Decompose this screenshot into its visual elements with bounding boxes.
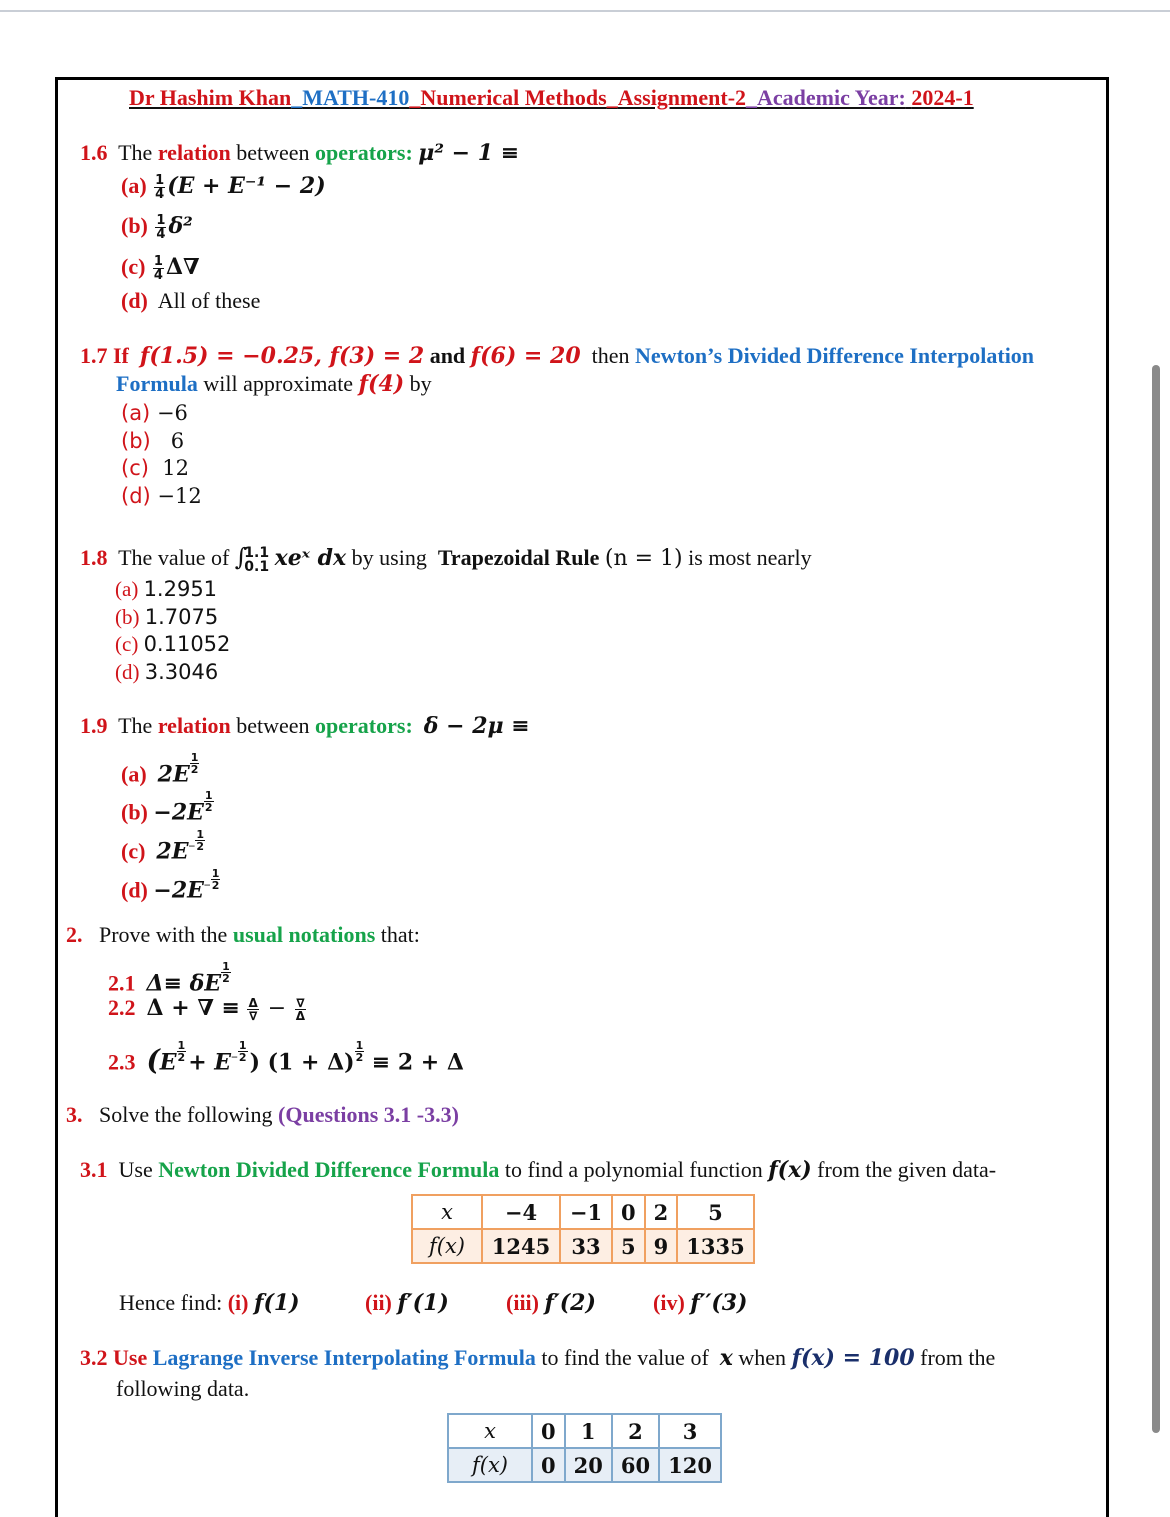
table-cell: x [448,1414,532,1448]
q32-number: 3.2 Use [80,1345,148,1370]
q2-1-expression: Δ≡ δE [146,970,222,997]
q2-3-expr-b: + E [188,1049,232,1076]
table-cell: 9 [645,1229,678,1263]
q17-condition: f(1.5) = −0.25, f(3) = 2 [139,343,425,369]
q31-part-iv [653,1290,747,1316]
table-cell: 5 [612,1229,645,1263]
q17-number: 1.7 If [80,343,129,368]
q19-text-a: 2E [157,761,190,788]
q17-fx: f(4) [358,371,405,397]
question-1-7 [80,343,1034,369]
q16-operators: operators: [315,140,413,165]
header-year: 2024-1 [911,85,974,110]
q31-part-ii [365,1290,449,1316]
q16-label-b: (b) [121,213,148,238]
q17-option-a [121,400,202,428]
table-cell: 0 [612,1195,645,1229]
q17-option-b [121,428,202,456]
q31-iv: (iv) [653,1290,685,1315]
q19-relation: relation [157,713,231,738]
q17-method: Newton’s Divided Difference Interpolation [635,343,1035,368]
q31-fx: f(x) [768,1157,812,1183]
q19-label-a: (a) [121,761,147,787]
q32-data-table [447,1413,722,1483]
table-cell: 0 [532,1414,565,1448]
q2-usual-notations: usual notations [232,922,376,947]
scrollbar[interactable] [1152,365,1160,1433]
q2-2-expression: Δ + ∇ ≡ [146,995,240,1021]
q17-options [121,400,202,510]
table-cell: f(x) [448,1448,532,1482]
q3-number: 3. [66,1102,83,1127]
q18-option-d [115,659,230,687]
q18-upper-limit: 1.1 [244,544,270,561]
q31-part-iii [506,1290,596,1316]
q18-label-d: (d) [115,659,140,684]
q18-option-c [115,631,230,659]
q3-range: (Questions 3.1 -3.3) [278,1102,459,1127]
q19-operators: operators: [315,713,413,738]
q16-text-d: All of these [157,288,261,313]
q31-ii-expr: f′(1) [397,1290,449,1316]
q19-number: 1.9 [80,713,108,738]
table-cell: −4 [482,1195,560,1229]
q16-expression: μ² − 1 ≡ [418,140,520,166]
table-row [448,1414,721,1448]
q16-relation: relation [157,140,231,165]
question-1-8 [80,543,812,574]
q17-by: by [409,371,432,396]
q17-label-a: (a) [121,401,151,425]
q17-method-2: Formula [116,371,198,396]
q18-label-c: (c) [115,632,139,656]
table-row [412,1229,754,1263]
question-3-2 [80,1345,995,1371]
header: Dr Hashim Khan_MATH-410_Numerical Methods_Assignment-2_Academic Year: 2024-1 [129,85,974,110]
q17-option-d [121,483,202,511]
table-cell: 2 [645,1195,678,1229]
q18-using: by using [351,545,427,570]
q2-3-expr-c: ) (1 + Δ) [249,1049,355,1076]
q31-hence-find [119,1290,300,1316]
q19-text-d: −2E [153,877,204,904]
q31-ii: (ii) [365,1290,392,1315]
table-cell: 20 [565,1448,612,1482]
q18-rule: Trapezoidal Rule [437,545,600,570]
q16-label-c: (c) [121,254,146,279]
q16-pre: The [118,140,153,165]
header-author: Dr Hashim Khan [129,85,292,110]
q2-pre: Prove with the [99,922,228,947]
q19-pre: The [118,713,153,738]
q16-option-b: (b) $\frac{1}{4}$ δ² [121,213,193,243]
q31-i-expr: f(1) [254,1290,300,1316]
header-course: MATH-410 [302,85,410,110]
q31-post: to find a polynomial function [504,1157,763,1182]
q19-text-c: 2E [156,838,189,865]
q2-3-expr-d: ≡ 2 + Δ [371,1049,464,1076]
q16-label-d: (d) [121,288,148,313]
q32-tail: from the [920,1345,996,1370]
question-1-7-line2 [116,371,432,397]
q16-option-d [121,288,260,314]
q31-iii: (iii) [506,1290,539,1315]
q17-text-a: −6 [156,401,188,425]
q2-part-1: 2.1 Δ≡ δE $\frac{1}{2}$ [108,960,230,997]
table-cell: 1 [565,1414,612,1448]
q18-text-d: 3.3046 [144,659,219,684]
table-cell: 1245 [482,1229,560,1263]
q31-method: Newton Divided Difference Formula [158,1157,500,1182]
q18-label-b: (b) [115,604,140,629]
q18-text-c: 0.11052 [143,632,231,656]
q17-label-b: (b) [121,428,151,453]
q2-post: that: [380,922,420,947]
q18-lower-limit: 0.1 [244,558,270,575]
header-year-label: Academic Year: [757,85,906,110]
q16-option-c: (c) $\frac{1}{4}$ Δ∇ [121,254,200,284]
q31-iv-expr: f′′(3) [690,1290,748,1316]
q17-text-c: 12 [162,456,190,480]
q19-option-d: (d) −2E− $\frac{1}{2}$ [121,867,220,904]
table-cell: 2 [612,1414,659,1448]
q16-between: between [236,140,310,165]
q19-label-c: (c) [121,838,146,864]
q31-tail: from the given data- [817,1157,997,1182]
q32-method: Lagrange Inverse Interpolating Formula [152,1345,536,1370]
q18-tail: is most nearly [688,545,812,570]
q17-option-c [121,455,202,483]
q32-line2: following data. [116,1376,250,1401]
q32-x: x [719,1345,733,1371]
q18-label-a: (a) [115,577,139,601]
question-1-6 [80,140,519,166]
q16-number: 1.6 [80,140,108,165]
q2-2-number: 2.2 [108,995,136,1020]
q18-integrand: xeˣ dx [274,545,347,571]
q19-text-b: −2E [153,799,204,826]
q31-data-table [411,1194,755,1264]
q16-text-b: δ² [168,213,193,239]
table-cell: −1 [560,1195,612,1229]
q18-text-a: 1.2951 [143,577,218,601]
header-assignment: Assignment-2 [617,85,747,110]
table-cell: x [412,1195,482,1229]
q17-and: and [429,343,466,368]
q19-option-a: (a) 2E $\frac{1}{2}$ [121,751,199,788]
q2-1-number: 2.1 [108,970,136,996]
q19-option-c: (c) 2E− $\frac{1}{2}$ [121,828,204,865]
question-2 [66,922,420,948]
q3-pre: Solve the following [99,1102,273,1127]
question-3-2-line2 [116,1376,249,1402]
q18-pre: The value of [118,545,230,570]
q31-number: 3.1 [80,1157,108,1182]
table-cell: 3 [659,1414,721,1448]
table-cell: 120 [659,1448,721,1482]
q18-option-b [115,604,230,632]
q16-text-c: Δ∇ [165,254,200,280]
q17-tail: will approximate [203,371,354,396]
q19-label-d: (d) [121,877,148,903]
q31-hence: Hence find: [119,1290,223,1315]
q18-text-b: 1.7075 [144,604,219,629]
q31-i: (i) [227,1290,249,1315]
q32-condition: f(x) = 100 [791,1345,915,1371]
table-cell: 5 [677,1195,753,1229]
q17-label-d: (d) [121,483,151,508]
integral-sign: ∫ [234,543,248,571]
q18-n: (n = 1) [604,546,683,571]
q31-iii-expr: f′(2) [544,1290,596,1316]
q17-then: then [591,343,630,368]
q18-options [115,576,230,686]
question-1-9 [80,713,530,739]
q2-number: 2. [66,922,83,947]
top-divider [0,10,1170,12]
q19-expression: δ − 2μ ≡ [423,713,530,739]
q16-text-a: (E + E⁻¹ − 2) [167,173,326,199]
q17-text-b: 6 [170,428,185,453]
q2-3-number: 2.3 [108,1049,136,1075]
q18-option-a [115,576,230,604]
table-cell: 1335 [677,1229,753,1263]
table-cell: 0 [532,1448,565,1482]
q17-condition-2: f(6) = 20 [470,343,581,369]
question-3-1 [80,1157,996,1183]
table-row [412,1195,754,1229]
q17-label-c: (c) [121,456,149,480]
q17-text-d: −12 [157,483,202,508]
q31-pre: Use [118,1157,153,1182]
q19-option-b: (b) −2E $\frac{1}{2}$ [121,789,213,826]
q2-part-3: 2.3 (E $\frac{1}{2}$ + E− $\frac{1}{2}$ ) (1 + Δ) $\frac{1}{2}$ ≡ 2 + Δ [108,1039,464,1077]
q2-part-2: 2.2 Δ + ∇ ≡ $\frac{\Delta}{\nabla}$ − $\frac{\nabla}{\Delta}$ [108,995,306,1024]
table-row [448,1448,721,1482]
q18-number: 1.8 [80,545,108,570]
table-cell: 33 [560,1229,612,1263]
q19-label-b: (b) [121,799,148,825]
table-cell: f(x) [412,1229,482,1263]
table-cell: 60 [612,1448,659,1482]
q32-when: when [738,1345,787,1370]
q16-label-a: (a) [121,173,147,198]
q16-option-a: (a) $\frac{1}{4}$ (E + E⁻¹ − 2) [121,173,326,203]
question-3 [66,1102,459,1128]
header-subject: Numerical Methods [420,85,607,110]
q19-between: between [236,713,310,738]
q32-post: to find the value of [541,1345,709,1370]
